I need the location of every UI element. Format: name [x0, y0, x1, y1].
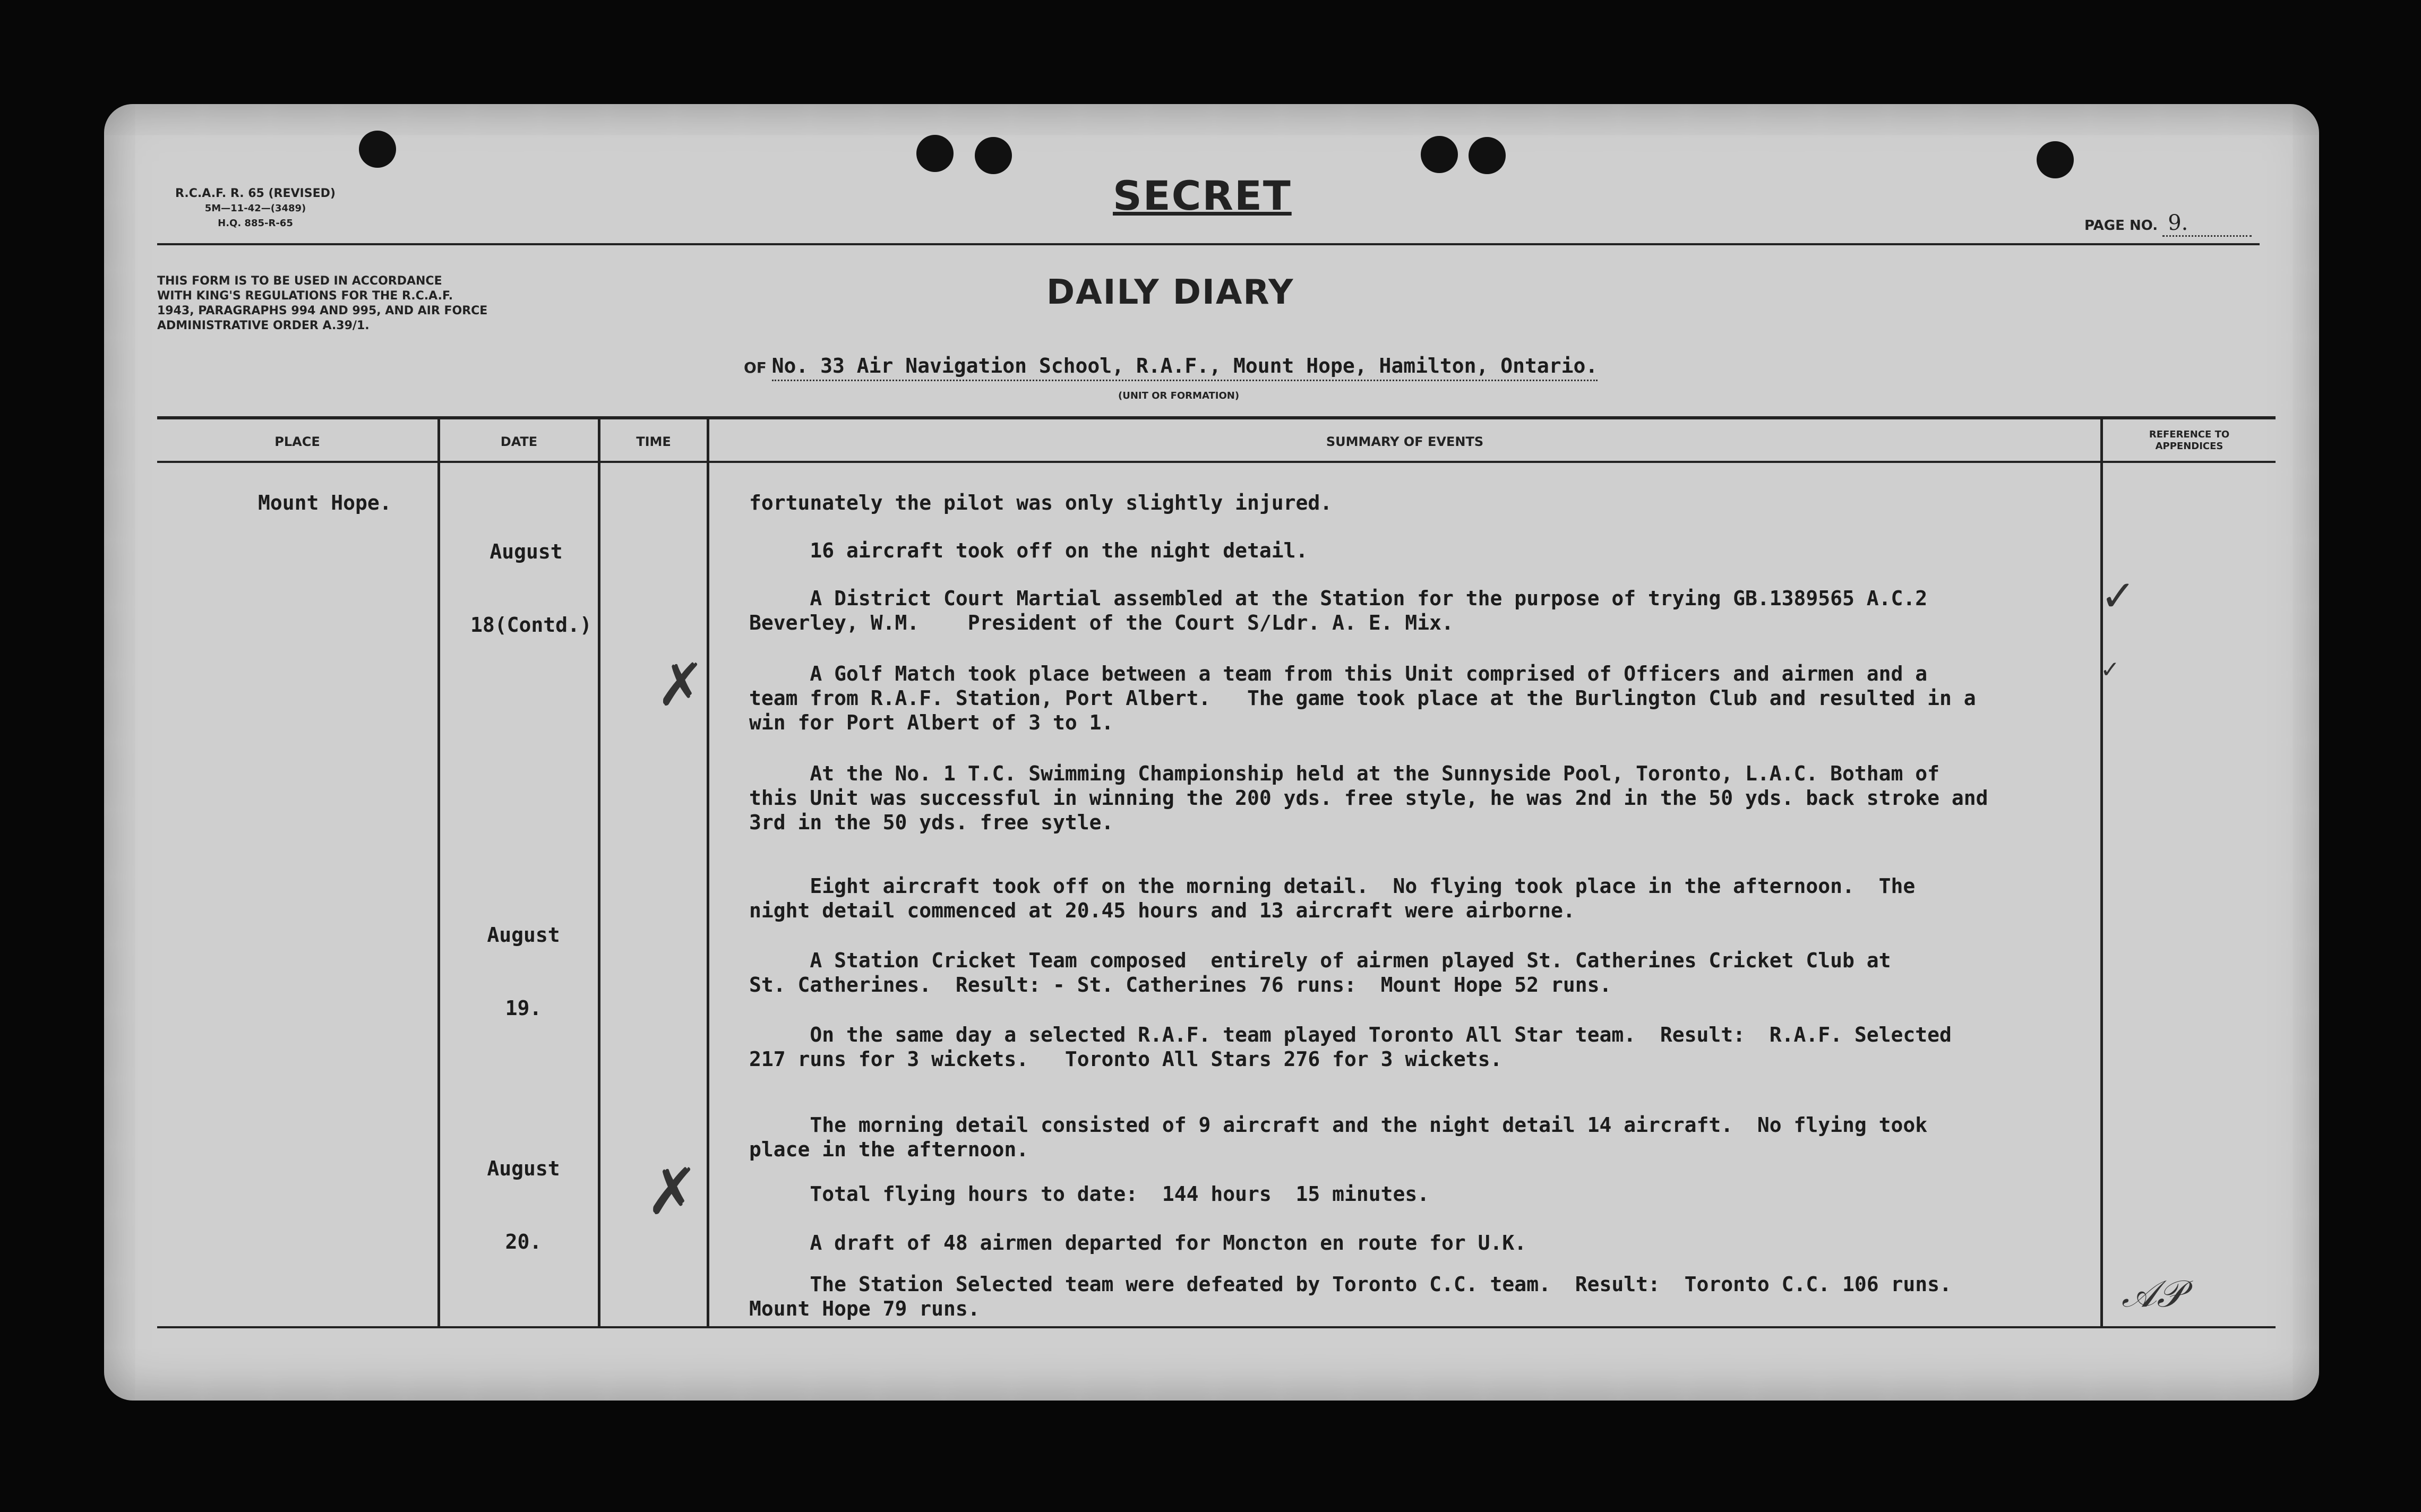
summary-line: St. Catherines. Result: - St. Catherines 76 runs: Mount Hope 52 runs. — [749, 973, 1612, 996]
column-header-date: DATE — [500, 434, 538, 449]
date-line: 18(Contd.) — [470, 613, 592, 637]
regulation-line: WITH KING'S REGULATIONS FOR THE R.C.A.F. — [157, 289, 453, 303]
punch-hole — [1469, 137, 1506, 174]
diary-sheet — [104, 104, 2319, 1401]
handwritten-initials-mark: 𝒜𝒫 — [2122, 1272, 2184, 1316]
reference-header-line: APPENDICES — [2155, 441, 2223, 452]
summary-line: fortunately the pilot was only slightly injured. — [749, 491, 1333, 514]
summary-line: A Golf Match took place between a team from this Unit comprised of Officers and airmen and a — [749, 662, 1928, 685]
summary-line: this Unit was successful in winning the 200 yds. free style, he was 2nd in the 50 yds. back stroke and — [749, 786, 1988, 810]
summary-line: place in the afternoon. — [749, 1138, 1029, 1161]
summary-line: At the No. 1 T.C. Swimming Championship held at the Sunnyside Pool, Toronto, L.A.C. Botham of — [749, 762, 1940, 785]
pencil-cross-mark: ✗ — [656, 651, 706, 719]
date-line: August — [490, 540, 563, 563]
summary-line: night detail commenced at 20.45 hours and 13 aircraft were airborne. — [749, 899, 1575, 922]
page-number: 9. — [2162, 211, 2252, 237]
date-line: 20. — [505, 1230, 542, 1253]
of-label: OF — [744, 359, 767, 376]
column-header-reference — [2103, 429, 2276, 452]
header-rule — [157, 243, 2260, 245]
summary-line: Beverley, W.M. President of the Court S/Ldr. A. E. Mix. — [749, 611, 1454, 634]
classification-heading: SECRET — [1113, 172, 1292, 219]
unit-caption: (UNIT OR FORMATION) — [1118, 390, 1240, 401]
summary-line: 217 runs for 3 wickets. Toronto All Stars 276 for 3 wickets. — [749, 1047, 1503, 1071]
summary-line: Mount Hope 79 runs. — [749, 1297, 980, 1320]
date-line: August — [487, 923, 560, 947]
form-code — [170, 186, 340, 231]
summary-line: win for Port Albert of 3 to 1. — [749, 711, 1114, 734]
punch-hole — [916, 135, 954, 172]
reference-header-line: REFERENCE TO — [2149, 429, 2230, 440]
date-entry — [470, 1107, 577, 1303]
summary-line: Eight aircraft took off on the morning detail. No flying took place in the afternoon. The — [749, 874, 1916, 898]
summary-line: team from R.A.F. Station, Port Albert. The game took place at the Burlington Club and resulted in a — [749, 686, 1976, 710]
summary-line: 3rd in the 50 yds. free sytle. — [749, 811, 1114, 834]
date-entry — [470, 491, 592, 686]
punch-hole — [359, 131, 396, 168]
column-divider — [598, 417, 600, 1326]
page-label: PAGE NO. — [2084, 218, 2158, 234]
column-divider — [707, 417, 709, 1326]
summary-line: 16 aircraft took off on the night detail. — [749, 539, 1308, 562]
table-bottom-rule — [157, 1326, 2276, 1328]
summary-line: On the same day a selected R.A.F. team played Toronto All Star team. Result: R.A.F. Selected — [749, 1023, 1952, 1046]
summary-line: Total flying hours to date: 144 hours 15 minutes. — [749, 1182, 1430, 1206]
pencil-cross-mark: ✗ — [646, 1155, 699, 1229]
punch-hole — [1421, 136, 1458, 173]
punch-hole — [2037, 141, 2074, 178]
column-header-summary: SUMMARY OF EVENTS — [1326, 434, 1484, 449]
pencil-tick-mark: ✓ — [2100, 571, 2136, 621]
diary-title: DAILY DIARY — [1046, 273, 1294, 312]
form-code-line: 5M—11-42—(3489) — [204, 203, 306, 214]
summary-line: The Station Selected team were defeated by Toronto C.C. team. Result: Toronto C.C. 106 runs. — [749, 1273, 1952, 1296]
table-top-rule — [157, 416, 2276, 419]
column-divider — [2100, 417, 2103, 1326]
date-entry — [470, 874, 577, 1069]
pencil-tick-mark: ✓ — [2100, 656, 2120, 683]
place-entry: Mount Hope. — [258, 491, 392, 514]
column-divider — [437, 417, 440, 1326]
page-number-label — [2084, 211, 2252, 235]
regulation-line: THIS FORM IS TO BE USED IN ACCORDANCE — [157, 274, 442, 288]
unit-line — [744, 354, 1598, 378]
column-header-place: PLACE — [274, 434, 320, 449]
regulation-note — [157, 274, 487, 333]
regulation-line: 1943, PARAGRAPHS 994 AND 995, AND AIR FORCE — [157, 304, 488, 317]
date-line: August — [487, 1157, 560, 1180]
summary-line: The morning detail consisted of 9 aircraft and the night detail 14 aircraft. No flying took — [749, 1113, 1928, 1137]
punch-hole — [975, 137, 1012, 174]
date-line: 19. — [505, 996, 542, 1020]
regulation-line: ADMINISTRATIVE ORDER A.39/1. — [157, 319, 370, 332]
table-header-rule — [157, 461, 2276, 463]
summary-line: A District Court Martial assembled at the Station for the purpose of trying GB.1389565 A.C.2 — [749, 587, 1928, 610]
summary-line: A draft of 48 airmen departed for Moncton en route for U.K. — [749, 1231, 1527, 1255]
form-code-line: H.Q. 885-R-65 — [218, 218, 293, 229]
summary-line: A Station Cricket Team composed entirely of airmen played St. Catherines Cricket Club at — [749, 949, 1891, 972]
form-code-line: R.C.A.F. R. 65 (REVISED) — [175, 187, 336, 200]
column-header-time: TIME — [636, 434, 671, 449]
unit-name: No. 33 Air Navigation School, R.A.F., Mount Hope, Hamilton, Ontario. — [772, 354, 1598, 381]
